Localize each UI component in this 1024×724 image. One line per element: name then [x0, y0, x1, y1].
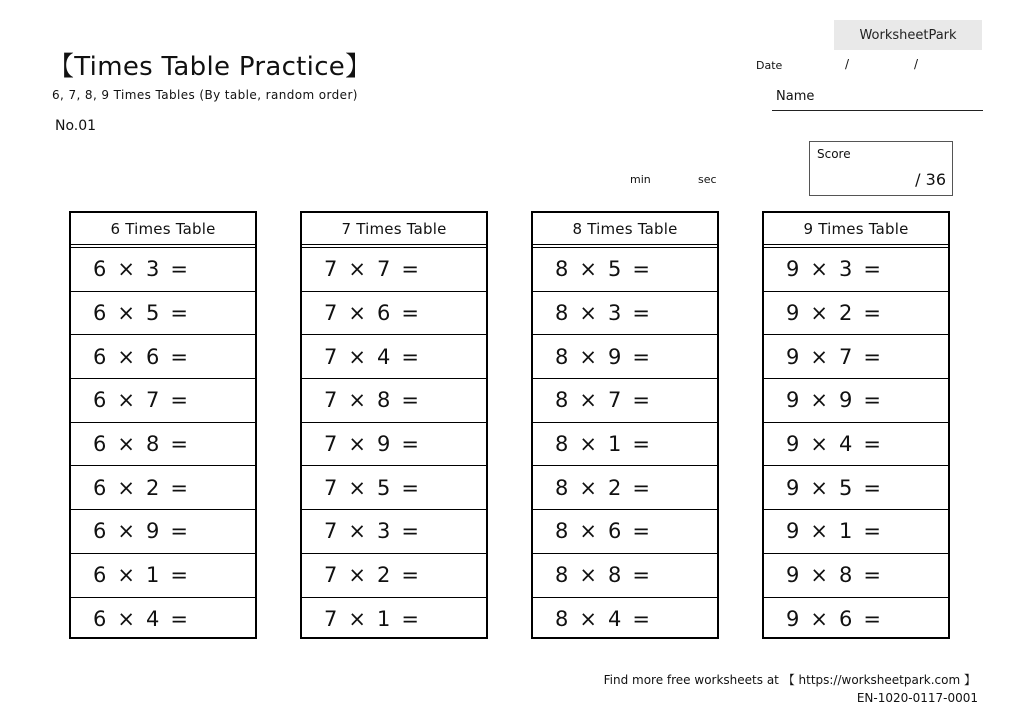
multiplier: 5 [145, 301, 161, 326]
equals-sign: = [401, 519, 420, 544]
times-table [762, 211, 950, 639]
equals-sign: = [632, 607, 651, 632]
multiply-sign: × [810, 257, 829, 282]
problem-row [533, 335, 717, 379]
multiplicand: 7 [324, 475, 339, 500]
equals-sign: = [632, 257, 651, 282]
score-total: / 36 [915, 170, 946, 189]
multiplier: 7 [376, 257, 392, 282]
equals-sign: = [170, 563, 189, 588]
equals-sign: = [863, 344, 882, 369]
problem-row [764, 379, 948, 423]
problem-row [302, 248, 486, 292]
name-label: Name [776, 89, 815, 104]
problem-row [71, 379, 255, 423]
time-min-label: min [630, 173, 651, 186]
multiplicand: 7 [324, 607, 339, 632]
multiplier: 9 [838, 388, 854, 413]
multiplier: 7 [838, 344, 854, 369]
multiplier: 3 [607, 301, 623, 326]
problem-row [302, 598, 486, 642]
multiplicand: 8 [555, 388, 570, 413]
multiplicand: 7 [324, 257, 339, 282]
multiply-sign: × [117, 607, 136, 632]
equals-sign: = [170, 519, 189, 544]
multiply-sign: × [348, 257, 367, 282]
multiplier: 5 [838, 475, 854, 500]
multiplier: 6 [607, 519, 623, 544]
equals-sign: = [170, 257, 189, 282]
problem-row [71, 335, 255, 379]
multiplier: 8 [838, 563, 854, 588]
multiplicand: 6 [93, 301, 108, 326]
multiply-sign: × [117, 432, 136, 457]
equals-sign: = [401, 344, 420, 369]
equals-sign: = [401, 475, 420, 500]
table-title: 6 Times Table [71, 213, 255, 248]
multiply-sign: × [348, 475, 367, 500]
multiplicand: 8 [555, 257, 570, 282]
multiply-sign: × [117, 519, 136, 544]
name-line [772, 110, 983, 111]
multiplier: 5 [607, 257, 623, 282]
multiplier: 9 [607, 344, 623, 369]
problem-row [533, 554, 717, 598]
date-separator-1: / [845, 57, 850, 71]
problem-row [71, 248, 255, 292]
equals-sign: = [632, 475, 651, 500]
multiplier: 4 [838, 432, 854, 457]
multiplier: 8 [145, 432, 161, 457]
problem-row [302, 423, 486, 467]
equals-sign: = [632, 563, 651, 588]
problem-row [302, 510, 486, 554]
multiplicand: 8 [555, 475, 570, 500]
problem-row [764, 554, 948, 598]
problem-row [533, 379, 717, 423]
multiply-sign: × [579, 519, 598, 544]
multiply-sign: × [810, 344, 829, 369]
problem-row [764, 510, 948, 554]
multiply-sign: × [810, 301, 829, 326]
worksheet-code: EN-1020-0117-0001 [856, 691, 978, 705]
multiply-sign: × [579, 432, 598, 457]
equals-sign: = [401, 432, 420, 457]
multiplicand: 8 [555, 432, 570, 457]
multiply-sign: × [579, 475, 598, 500]
time-sec-label: sec [698, 173, 717, 186]
equals-sign: = [401, 301, 420, 326]
page-title: 【Times Table Practice】 [48, 52, 372, 82]
multiplier: 2 [145, 475, 161, 500]
times-table [69, 211, 257, 639]
multiplicand: 9 [786, 301, 801, 326]
multiplier: 2 [376, 563, 392, 588]
date-label: Date [756, 59, 783, 72]
multiplicand: 6 [93, 344, 108, 369]
multiplier: 7 [607, 388, 623, 413]
equals-sign: = [863, 475, 882, 500]
date-separator-2: / [914, 57, 919, 71]
multiplicand: 9 [786, 519, 801, 544]
multiplier: 1 [838, 519, 854, 544]
multiplier: 4 [145, 607, 161, 632]
multiplicand: 9 [786, 475, 801, 500]
multiplier: 6 [376, 301, 392, 326]
score-box [809, 141, 953, 196]
equals-sign: = [863, 607, 882, 632]
multiplicand: 6 [93, 388, 108, 413]
multiplicand: 6 [93, 475, 108, 500]
problem-row [302, 554, 486, 598]
table-title: 8 Times Table [533, 213, 717, 248]
problem-row [302, 335, 486, 379]
equals-sign: = [632, 301, 651, 326]
equals-sign: = [863, 388, 882, 413]
equals-sign: = [632, 432, 651, 457]
multiplier: 1 [607, 432, 623, 457]
problem-row [533, 466, 717, 510]
multiplicand: 9 [786, 563, 801, 588]
multiply-sign: × [810, 519, 829, 544]
problem-row [71, 466, 255, 510]
multiply-sign: × [348, 432, 367, 457]
multiplicand: 7 [324, 344, 339, 369]
multiplicand: 6 [93, 607, 108, 632]
multiply-sign: × [348, 301, 367, 326]
multiplicand: 8 [555, 344, 570, 369]
equals-sign: = [632, 344, 651, 369]
multiplicand: 6 [93, 257, 108, 282]
multiply-sign: × [579, 301, 598, 326]
multiply-sign: × [117, 388, 136, 413]
multiply-sign: × [348, 563, 367, 588]
multiplicand: 7 [324, 563, 339, 588]
multiply-sign: × [348, 519, 367, 544]
problem-row [764, 292, 948, 336]
multiply-sign: × [348, 344, 367, 369]
equals-sign: = [401, 257, 420, 282]
equals-sign: = [632, 519, 651, 544]
multiply-sign: × [810, 432, 829, 457]
equals-sign: = [863, 301, 882, 326]
multiplier: 2 [838, 301, 854, 326]
multiplicand: 9 [786, 388, 801, 413]
multiplier: 2 [607, 475, 623, 500]
problem-row [764, 335, 948, 379]
multiplicand: 9 [786, 344, 801, 369]
problem-row [71, 554, 255, 598]
table-title: 7 Times Table [302, 213, 486, 248]
problem-row [71, 510, 255, 554]
multiplier: 8 [607, 563, 623, 588]
multiplicand: 8 [555, 607, 570, 632]
equals-sign: = [863, 257, 882, 282]
problem-row [764, 466, 948, 510]
equals-sign: = [170, 607, 189, 632]
multiply-sign: × [117, 344, 136, 369]
multiply-sign: × [579, 563, 598, 588]
multiply-sign: × [579, 607, 598, 632]
problem-row [764, 598, 948, 642]
multiplicand: 7 [324, 388, 339, 413]
multiplicand: 7 [324, 301, 339, 326]
problem-row [302, 466, 486, 510]
multiply-sign: × [117, 563, 136, 588]
multiply-sign: × [579, 388, 598, 413]
problem-row [302, 292, 486, 336]
sheet-number: No.01 [55, 118, 97, 134]
problem-row [302, 379, 486, 423]
equals-sign: = [863, 563, 882, 588]
multiplier: 3 [838, 257, 854, 282]
multiply-sign: × [810, 475, 829, 500]
multiplicand: 6 [93, 519, 108, 544]
table-title: 9 Times Table [764, 213, 948, 248]
multiply-sign: × [348, 388, 367, 413]
problem-row [533, 292, 717, 336]
multiplier: 4 [376, 344, 392, 369]
multiplicand: 8 [555, 519, 570, 544]
multiplier: 7 [145, 388, 161, 413]
multiply-sign: × [810, 607, 829, 632]
equals-sign: = [863, 519, 882, 544]
brand-badge: WorksheetPark [834, 20, 982, 50]
multiplicand: 7 [324, 519, 339, 544]
equals-sign: = [401, 563, 420, 588]
problem-row [533, 423, 717, 467]
multiplier: 4 [607, 607, 623, 632]
multiplicand: 9 [786, 257, 801, 282]
multiplier: 6 [838, 607, 854, 632]
problem-row [533, 248, 717, 292]
page-subtitle: 6, 7, 8, 9 Times Tables (By table, random order) [52, 88, 358, 102]
problem-row [533, 510, 717, 554]
equals-sign: = [170, 388, 189, 413]
times-table [531, 211, 719, 639]
multiply-sign: × [117, 301, 136, 326]
multiplier: 3 [376, 519, 392, 544]
multiplicand: 9 [786, 432, 801, 457]
multiply-sign: × [117, 475, 136, 500]
equals-sign: = [863, 432, 882, 457]
multiplicand: 9 [786, 607, 801, 632]
multiplicand: 8 [555, 301, 570, 326]
multiply-sign: × [579, 257, 598, 282]
multiply-sign: × [810, 563, 829, 588]
problem-row [533, 598, 717, 642]
multiply-sign: × [810, 388, 829, 413]
multiplier: 9 [376, 432, 392, 457]
problem-row [764, 423, 948, 467]
multiply-sign: × [348, 607, 367, 632]
score-label: Score [817, 147, 851, 161]
problem-row [71, 423, 255, 467]
multiply-sign: × [579, 344, 598, 369]
multiply-sign: × [117, 257, 136, 282]
problem-row [71, 598, 255, 642]
multiplier: 1 [145, 563, 161, 588]
equals-sign: = [170, 475, 189, 500]
times-table [300, 211, 488, 639]
multiplicand: 8 [555, 563, 570, 588]
equals-sign: = [170, 432, 189, 457]
multiplier: 6 [145, 344, 161, 369]
multiplicand: 6 [93, 432, 108, 457]
equals-sign: = [170, 301, 189, 326]
equals-sign: = [401, 388, 420, 413]
multiplier: 8 [376, 388, 392, 413]
problem-row [764, 248, 948, 292]
multiplicand: 7 [324, 432, 339, 457]
problem-row [71, 292, 255, 336]
multiplier: 5 [376, 475, 392, 500]
equals-sign: = [170, 344, 189, 369]
equals-sign: = [401, 607, 420, 632]
multiplier: 3 [145, 257, 161, 282]
multiplier: 1 [376, 607, 392, 632]
multiplicand: 6 [93, 563, 108, 588]
footer-link-text: Find more free worksheets at 【 https://worksheetpark.com 】 [603, 673, 976, 687]
multiplier: 9 [145, 519, 161, 544]
equals-sign: = [632, 388, 651, 413]
